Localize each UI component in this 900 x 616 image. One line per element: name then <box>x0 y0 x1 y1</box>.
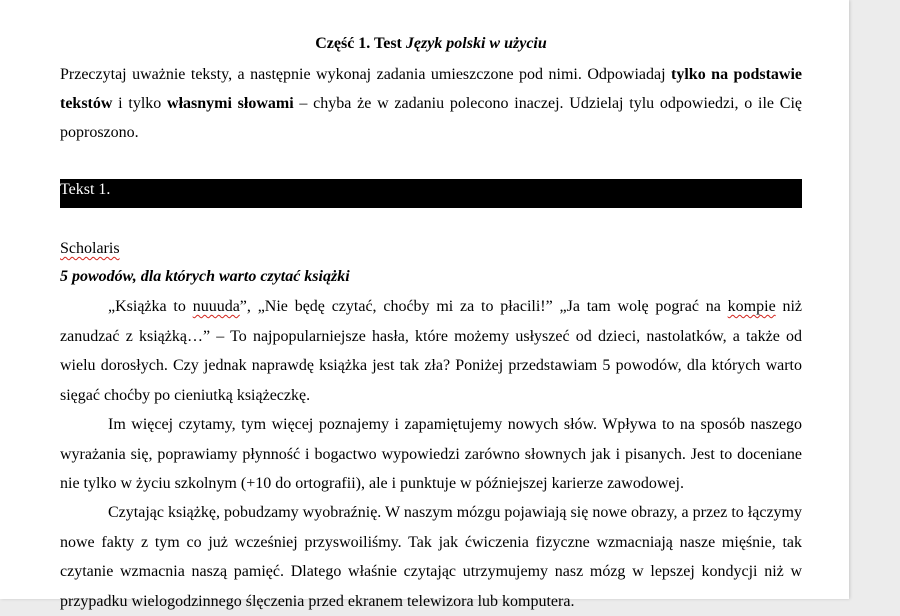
instructions-paragraph <box>60 60 802 147</box>
paragraph-1-text-c: niż zanudzać z książką…” – To najpopularniejsze hasła, które możemy usłyszeć od dzieci, nastolatków, a także od wielu dorosłych. Czy jednak naprawdę książka jest tak zła? Poniżej przedstawiam 5 powodów, dla których warto sięgać choćby po cieniutką książeczkę. <box>60 298 803 404</box>
section-bar-label: Tekst 1. <box>60 181 111 198</box>
instructions-text-3: – chyba że w zadaniu polecono inaczej. Udzielaj tylu odpowiedzi, o ile Cię poproszono. <box>60 95 802 141</box>
instructions-text-2: i tylko <box>112 95 168 112</box>
heading-prefix: Część 1. Test <box>315 35 406 52</box>
instructions-bold-1: tylko na podstawie tekstów <box>60 66 802 112</box>
page-heading <box>60 33 802 55</box>
article-title: 5 powodów, dla których warto czytać książki <box>60 268 350 285</box>
article-paragraph-2: Im więcej czytamy, tym więcej poznajemy i zapamiętujemy nowych słów. Wpływa to na sposób naszego wyrażania się, poprawiamy płynność i bogactwo wypowiedzi zarówno słownych jak i pisanych. Jest to doceniane nie tylko w życiu szkolnym (+10 do ortografii), ale i punktuje w późniejszej karierze zawodowej. <box>60 416 802 492</box>
paragraph-1-text-b: ”, „Nie będę czytać, choćby mi za to płacili!” „Ja tam wolę pograć na <box>239 298 728 315</box>
section-bar <box>60 179 802 208</box>
article-source: Scholaris <box>60 240 120 257</box>
article-paragraph-3: Czytając książkę, pobudzamy wyobraźnię. W naszym mózgu pojawiają się nowe obrazy, a przez to łączymy nowe fakty z tym co już wcześniej przyswoiliśmy. Tak jak ćwiczenia fizyczne wzmacniają nasze mięśnie, tak czytanie wzmacnia naszą pamięć. Dlatego właśnie czytając utrzymujemy nasz mózg w lepszej kondycji niż w przypadku wielogodzinnego ślęczenia przed ekranem telewizora lub komputera. <box>60 504 802 610</box>
spellcheck-word-kompie: kompie <box>727 298 776 315</box>
instructions-bold-2: własnymi słowami <box>167 95 294 112</box>
spellcheck-word-nuuuda: nuuuda <box>192 298 240 315</box>
article-paragraph-1 <box>60 292 802 410</box>
instructions-text-1: Przeczytaj uważnie teksty, a następnie wykonaj zadania umieszczone pod nimi. Odpowiadaj <box>60 66 672 83</box>
paragraph-1-text-a: „Książka to <box>108 298 193 315</box>
heading-italic: Język polski w użyciu <box>405 35 547 52</box>
